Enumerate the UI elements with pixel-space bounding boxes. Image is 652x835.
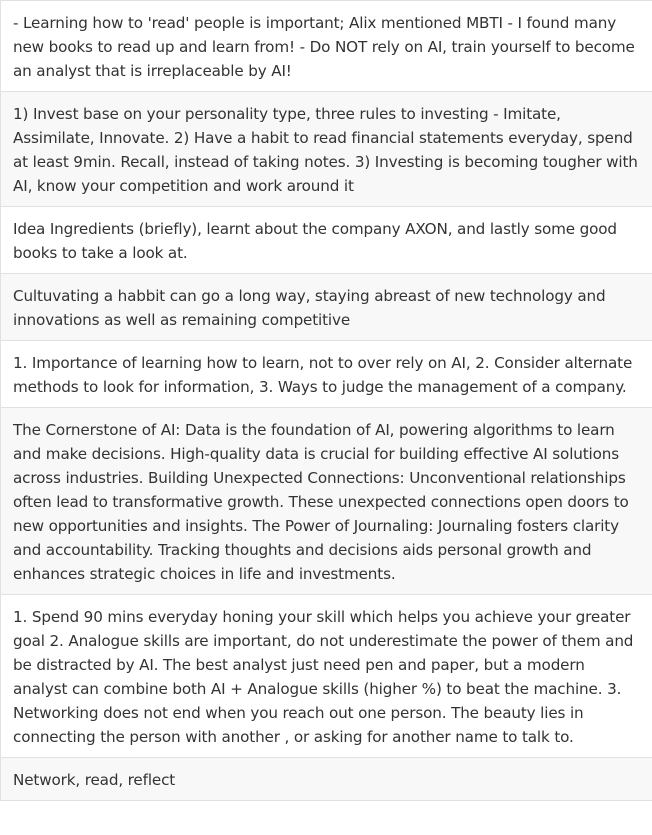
response-row: Idea Ingredients (briefly), learnt about the company AXON, and lastly some good books to take a look at. bbox=[0, 207, 652, 274]
response-row: The Cornerstone of AI: Data is the foundation of AI, powering algorithms to learn and make decisions. High-quality data is crucial for building effective AI solutions across industries. Building Unexpected Connections: Unconventional relationships often lead to transformative growth. These unexpected connections open doors to new opportunities and insights. The Power of Journaling: Journaling fosters clarity and accountability. Tracking thoughts and decisions aids personal growth and enhances strategic choices in life and investments. bbox=[0, 408, 652, 595]
response-row: Network, read, reflect bbox=[0, 758, 652, 801]
response-row: - Learning how to 'read' people is important; Alix mentioned MBTI - I found many new books to read up and learn from! - Do NOT rely on AI, train yourself to become an analyst that is irreplaceable by AI! bbox=[0, 1, 652, 92]
response-row: 1) Invest base on your personality type, three rules to investing - Imitate, Assimilate, Innovate. 2) Have a habit to read financial statements everyday, spend at least 9min. Recall, instead of taking notes. 3) Investing is becoming tougher with AI, know your competition and work around it bbox=[0, 92, 652, 207]
response-row: 1. Spend 90 mins everyday honing your skill which helps you achieve your greater goal 2. Analogue skills are important, do not underestimate the power of them and be distracted by AI. The best analyst just need pen and paper, but a modern analyst can combine both AI + Analogue skills (higher %) to beat the machine. 3. Networking does not end when you reach out one person. The beauty lies in connecting the person with another , or asking for another name to talk to. bbox=[0, 595, 652, 758]
response-row: 1. Importance of learning how to learn, not to over rely on AI, 2. Consider alternate methods to look for information, 3. Ways to judge the management of a company. bbox=[0, 341, 652, 408]
response-row: Cultuvating a habbit can go a long way, staying abreast of new technology and innovations as well as remaining competitive bbox=[0, 274, 652, 341]
